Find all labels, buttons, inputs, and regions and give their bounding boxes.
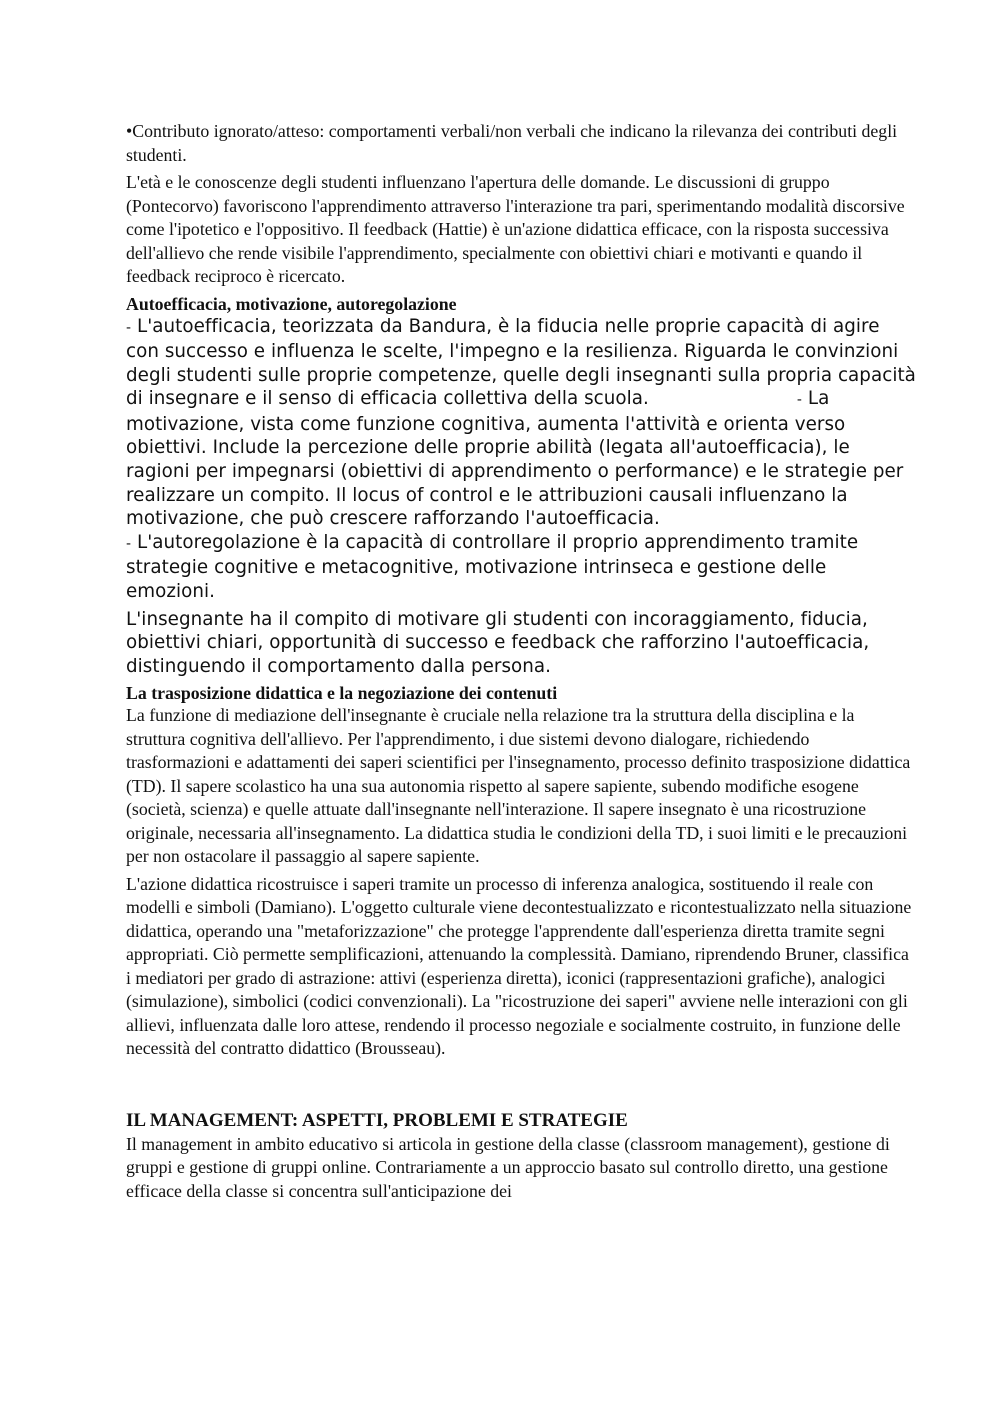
autoefficacia-item (126, 315, 916, 531)
motivazione-text: La motivazione, vista come funzione cognitiva, aumenta l'attività e orienta verso obiettivi. Include la percezione delle proprie abilità (legata all'autoefficacia), le ragioni per impegnarsi (obiettivi di apprendimento o performance) e le strategie per realizzare un compito. Il locus of control e le attribuzioni causali influenzano la motivazione, che può crescere rafforzando l'autoefficacia. (126, 388, 904, 530)
feedback-paragraph: L'età e le conoscenze degli studenti influenzano l'apertura delle domande. Le discussioni di gruppo (Pontecorvo) favoriscono l'apprendimento attraverso l'interazione tra pari, sperimentando modalità discorsive come l'ipotetico e l'oppositivo. Il feedback (Hattie) è un'azione didattica efficace, con la risposta successiva dell'allievo che rende visibile l'apprendimento, specialmente con obiettivi chiari e motivanti e quando il feedback reciproco è ricercato. (126, 172, 905, 286)
autoregolazione-text: L'autoregolazione è la capacità di controllare il proprio apprendimento tramite strategie cognitive e metacognitive, motivazione intrinseca e gestione delle emozioni. (126, 531, 859, 603)
trasposizione-paragraph-1: La funzione di mediazione dell'insegnante è cruciale nella relazione tra la struttura della disciplina e la struttura cognitiva dell'allievo. Per l'apprendimento, i due sistemi devono dialogare, richiedendo trasformazioni e adattamenti dei saperi scientifici per l'insegnamento, processo definito trasposizione didattica (TD). Il sapere scolastico ha una sua autonomia rispetto al sapere sapiente, subendo modifiche esogene (società, scienza) e quelle attuate dall'insegnante nell'interazione. Il sapere insegnato è una ricostruzione originale, necessaria all'insegnamento. La didattica studia le condizioni della TD, i suoi limiti e le precauzioni per non ostacolare il passaggio al sapere sapiente. (126, 705, 911, 867)
list-dash: - (126, 319, 132, 336)
list-dash: - (126, 535, 132, 552)
management-paragraph: Il management in ambito educativo si articola in gestione della classe (classroom management), gestione di gruppi e gestione di gruppi online. Contrariamente a un approccio basato sul controllo diretto, una gestione efficace della classe si concentra sull'anticipazione dei (126, 1133, 890, 1201)
section-heading-autoefficacia: Autoefficacia, motivazione, autoregolazione (126, 293, 457, 314)
document-page (126, 120, 916, 1203)
section-heading-trasposizione: La trasposizione didattica e la negoziazione dei contenuti (126, 683, 558, 704)
trasposizione-paragraph-2: L'azione didattica ricostruisce i saperi tramite un processo di inferenza analogica, sostituendo il reale con modelli e simboli (Damiano). L'oggetto culturale viene decontestualizzato e ricontestualizzato nella situazione didattica, operando una "metaforizzazione" che protegge l'apprendente dall'esperienza diretta tramite segni appropriati. Ciò permette semplificazioni, attenuando la complessità. Damiano, riprendendo Bruner, classifica i mediatori per grado di astrazione: attivi (esperienza diretta), iconici (rappresentazioni grafiche), analogici (simulazione), simbolici (codici convenzionali). La "ricostruzione dei saperi" avviene nelle interazioni con gli allievi, influenzata dalle loro attese, rendendo il processo negoziale e socialmente costruito, in funzione delle necessità del contratto didattico (Brousseau). (126, 873, 912, 1059)
list-dash: - (796, 392, 803, 409)
section-heading-management: IL MANAGEMENT: ASPETTI, PROBLEMI E STRATEGIE (126, 1109, 628, 1131)
insegnante-paragraph: L'insegnante ha il compito di motivare gli studenti con incoraggiamento, fiducia, obiettivi chiari, opportunità di successo e feedback che rafforzino l'autoefficacia, distinguendo il comportamento dalla persona. (126, 608, 870, 677)
bullet-paragraph: •Contributo ignorato/atteso: comportamenti verbali/non verbali che indicano la rilevanza dei contributi degli studenti. (126, 121, 898, 165)
autoregolazione-item (126, 531, 916, 604)
blank-space (126, 1061, 916, 1109)
autoefficacia-text: L'autoefficacia, teorizzata da Bandura, è la fiducia nelle proprie capacità di agire con successo e influenza le scelte, l'impegno e la resilienza. Riguarda le convinzioni degli studenti sulle proprie competenze, quelle degli insegnanti sulla propria capacità di insegnare e il senso di efficacia collettiva della scuola. (126, 315, 916, 410)
